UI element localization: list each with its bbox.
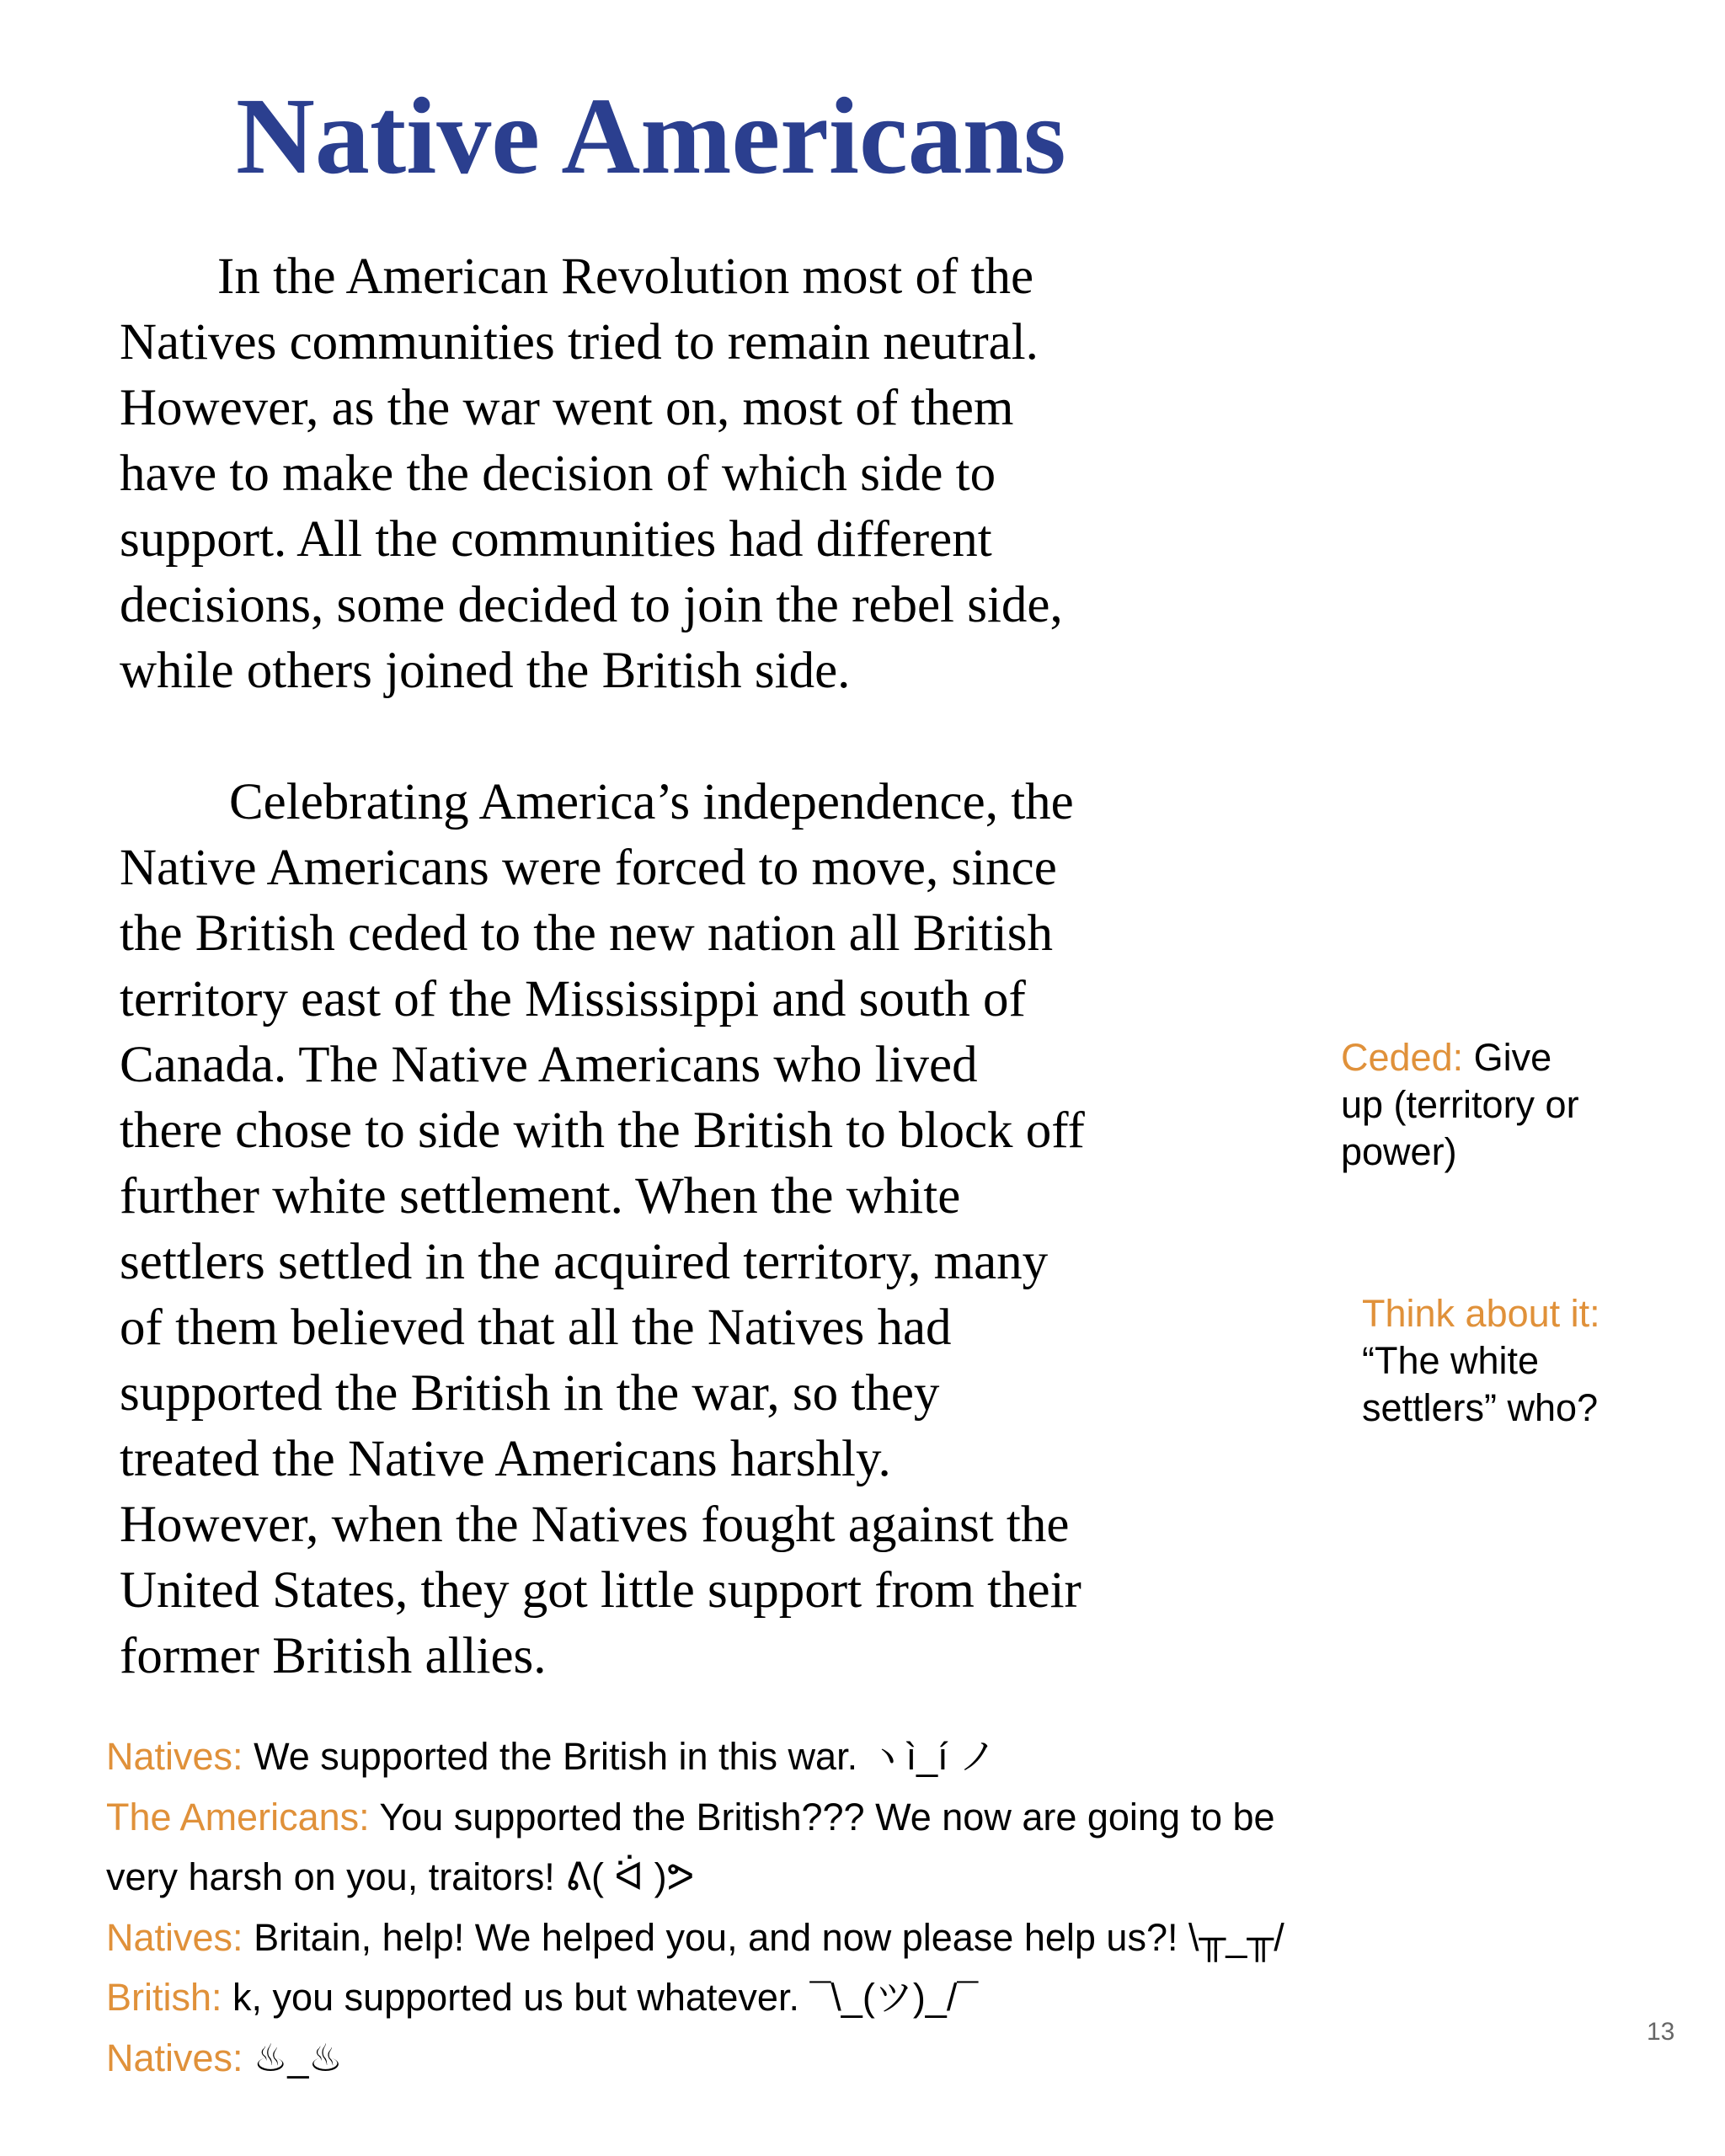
text-line: there chose to side with the British to block off <box>120 1102 1085 1159</box>
dialogue-text: We supported the British in this war. ヽì_í ノ <box>243 1735 997 1778</box>
dialogue-line <box>106 1967 1555 2028</box>
dialogue-speaker: Natives: <box>106 1915 243 1959</box>
text-line: of them believed that all the Natives had <box>120 1299 952 1356</box>
text-line: have to make the decision of which side to <box>120 446 996 502</box>
note-heading: Think about it: <box>1362 1292 1600 1335</box>
text-line: However, when the Natives fought against the <box>120 1497 1070 1553</box>
text-line: Canada. The Native Americans who lived <box>120 1037 978 1093</box>
text-line: support. All the communities had different <box>120 511 992 568</box>
text-line: the British ceded to the new nation all British <box>120 905 1053 962</box>
dialogue-text: k, you supported us but whatever. ¯\_(ツ)_/¯ <box>222 1976 979 2019</box>
text-line: treated the Native Americans harshly. <box>120 1431 891 1487</box>
dialogue-line <box>106 1726 1555 1787</box>
text-line: former British allies. <box>120 1628 547 1684</box>
text-line: In the American Revolution most of the <box>217 248 1034 305</box>
text-line: decisions, some decided to join the rebel side, <box>120 577 1063 633</box>
dialogue-text: You supported the British??? We now are going to be <box>369 1795 1275 1838</box>
page-number: 13 <box>1647 2018 1675 2046</box>
note-text: “The white <box>1362 1339 1540 1382</box>
text-line: Native Americans were forced to move, since <box>120 840 1057 896</box>
text-line: settlers settled in the acquired territory, many <box>120 1234 1049 1290</box>
dialogue-block <box>106 1726 1555 2088</box>
dialogue-speaker: British: <box>106 1976 222 2019</box>
paragraph-neutrality <box>120 244 1189 704</box>
side-note-ceded <box>1341 1034 1712 1176</box>
text-line: supported the British in the war, so they <box>120 1365 940 1422</box>
dialogue-speaker: The Americans: <box>106 1795 370 1838</box>
dialogue-speaker: Natives: <box>106 2036 243 2079</box>
note-text: settlers” who? <box>1362 1386 1599 1429</box>
dialogue-text: ♨_♨ <box>243 2036 343 2079</box>
dialogue-line <box>106 1847 1555 1908</box>
dialogue-text: Britain, help! We helped you, and now please help us?! \╥_╥/ <box>243 1915 1284 1959</box>
dialogue-text: very harsh on you, traitors! ᕕ( ᐛ )ᕗ <box>106 1855 695 1898</box>
text-line: while others joined the British side. <box>120 643 851 699</box>
dialogue-line <box>106 1787 1555 1848</box>
text-line: Celebrating America’s independence, the <box>229 774 1074 830</box>
text-line: United States, they got little support from their <box>120 1562 1081 1619</box>
note-definition: up (territory or <box>1341 1083 1579 1126</box>
text-line: However, as the war went on, most of them <box>120 380 1014 436</box>
note-definition: power) <box>1341 1130 1457 1173</box>
dialogue-line <box>106 2028 1555 2089</box>
page-title: Native Americans <box>236 76 1066 197</box>
text-line: territory east of the Mississippi and south of <box>120 971 1026 1027</box>
note-term: Ceded: <box>1341 1036 1464 1079</box>
dialogue-speaker: Natives: <box>106 1735 243 1778</box>
side-note-think <box>1362 1290 1716 1432</box>
text-line: Natives communities tried to remain neutral. <box>120 314 1039 371</box>
text-line: further white settlement. When the white <box>120 1168 961 1225</box>
note-definition: Give <box>1463 1036 1552 1079</box>
dialogue-line <box>106 1908 1555 1968</box>
paragraph-independence <box>120 770 1189 1689</box>
